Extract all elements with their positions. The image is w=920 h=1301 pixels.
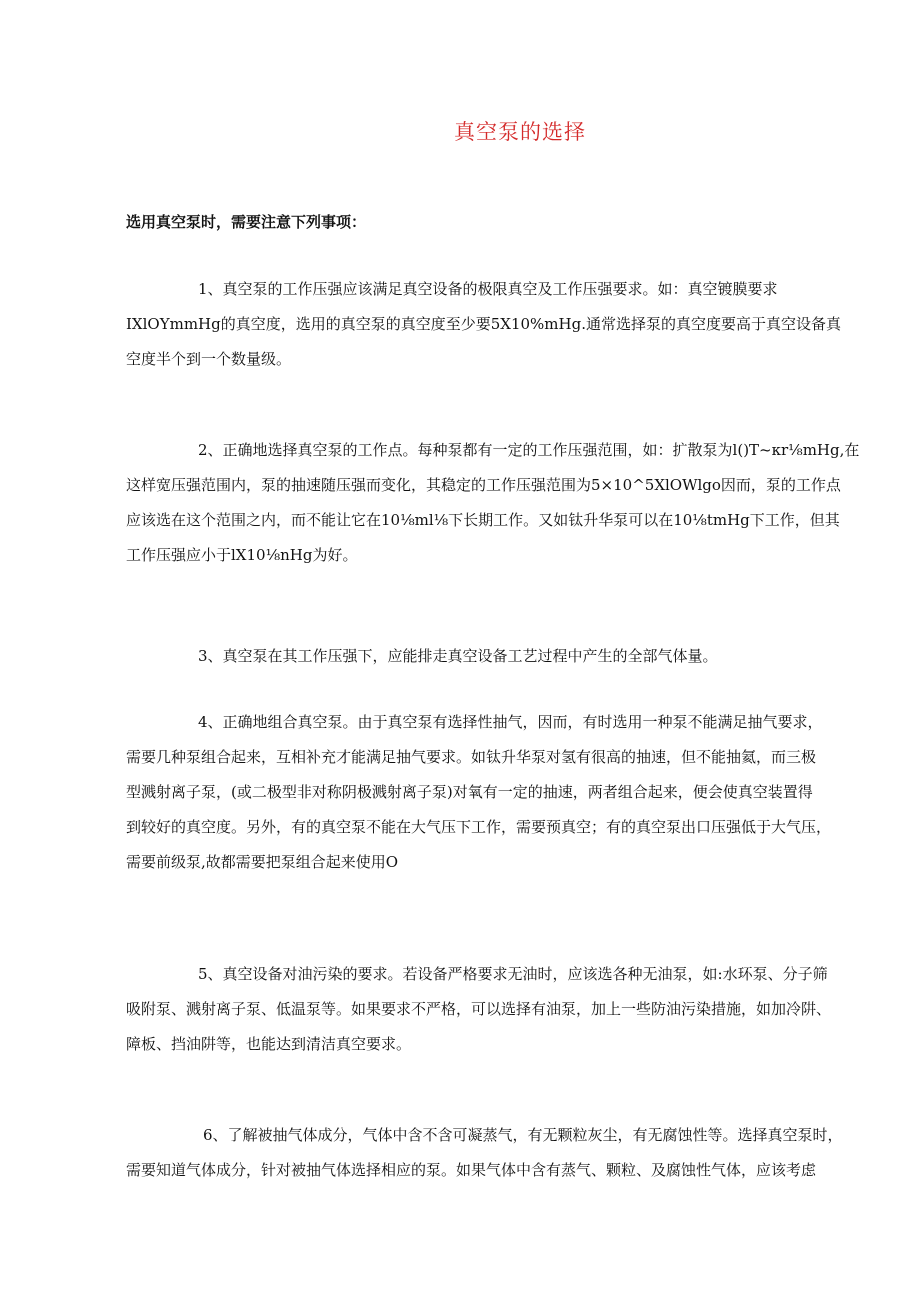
paragraph-line: 障板、挡油阱等，也能达到清洁真空要求。 <box>126 1035 412 1053</box>
paragraph-line: 5、真空设备对油污染的要求。若设备严格要求无油时，应该选各种无油泵，如:水环泵、分子筛 <box>198 965 828 983</box>
paragraph-line: IXlOYmmHg的真空度，选用的真空泵的真空度至少要5X10%mHg.通常选择泵的真空度要高于真空设备真 <box>126 315 841 333</box>
paragraph-line: 应该选在这个范围之内，而不能让它在10⅛ml⅛下长期工作。又如钛升华泵可以在10⅛tmHg下工作，但其 <box>126 511 840 529</box>
paragraph-line: 吸附泵、溅射离子泵、低温泵等。如果要求不严格，可以选择有油泵，加上一些防油污染措施，如加冷阱、 <box>126 1000 832 1018</box>
paragraph-line: 6、了解被抽气体成分，气体中含不含可凝蒸气，有无颗粒灰尘，有无腐蚀性等。选择真空泵时， <box>203 1126 843 1144</box>
paragraph-line: 需要几种泵组合起来，互相补充才能满足抽气要求。如钛升华泵对氢有很高的抽速，但不能抽氦，而三极 <box>126 748 817 766</box>
paragraph-line: 这样宽压强范围内，泵的抽速随压强而变化，其稳定的工作压强范围为5×10^5XlOWlgo因而，泵的工作点 <box>126 476 841 494</box>
paragraph-3 <box>126 639 912 674</box>
paragraph-2 <box>126 433 912 573</box>
paragraph-line: 空度半个到一个数量级。 <box>126 350 292 368</box>
paragraph-line: 型溅射离子泵，(或二极型非对称阴极溅射离子泵)对氧有一定的抽速，两者组合起来，便会使真空装置得 <box>126 783 813 801</box>
paragraph-6 <box>126 1118 912 1188</box>
paragraph-line: 3、真空泵在其工作压强下，应能排走真空设备工艺过程中产生的全部气体量。 <box>198 647 718 665</box>
paragraph-4 <box>126 705 912 880</box>
paragraph-1 <box>126 272 912 377</box>
document-title: 真空泵的选择 <box>454 120 586 144</box>
paragraph-line: 需要前级泵,故都需要把泵组合起来使用O <box>126 853 399 871</box>
paragraph-line: 需要知道气体成分，针对被抽气体选择相应的泵。如果气体中含有蒸气、颗粒、及腐蚀性气体，应该考虑 <box>126 1161 817 1179</box>
intro-heading: 选用真空泵时，需要注意下列事项： <box>126 213 367 231</box>
paragraph-line: 2、正确地选择真空泵的工作点。每种泵都有一定的工作压强范围，如：扩散泵为l()T~κr⅛mHg,在 <box>198 441 860 459</box>
paragraph-5 <box>126 957 912 1062</box>
paragraph-line: 工作压强应小于lX10⅛nHg为好。 <box>126 546 358 564</box>
paragraph-line: 到较好的真空度。另外，有的真空泵不能在大气压下工作，需要预真空；有的真空泵出口压强低于大气压， <box>126 818 832 836</box>
paragraph-line: 4、正确地组合真空泵。由于真空泵有选择性抽气，因而，有时选用一种泵不能满足抽气要求， <box>198 713 823 731</box>
paragraph-line: 1、真空泵的工作压强应该满足真空设备的极限真空及工作压强要求。如：真空镀膜要求 <box>198 280 778 298</box>
